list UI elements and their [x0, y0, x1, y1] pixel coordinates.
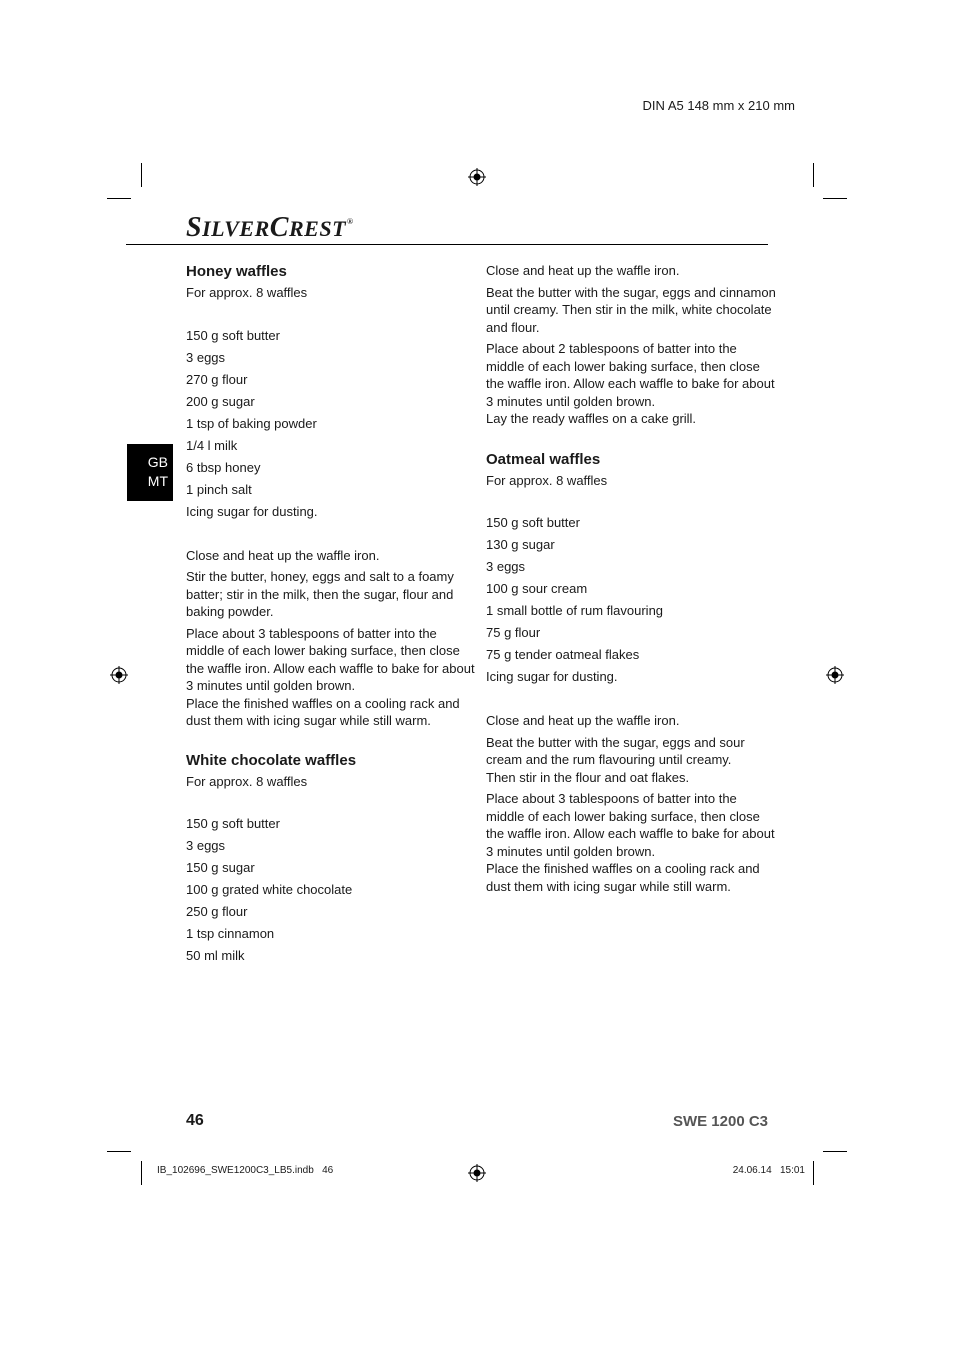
oatmeal-waffles-title: Oatmeal waffles	[486, 450, 601, 468]
language-tab	[127, 444, 173, 501]
print-size-info: DIN A5 148 mm x 210 mm	[642, 98, 795, 113]
ingredient: 1 tsp of baking powder	[186, 415, 317, 431]
instruction: Beat the butter with the sugar, eggs and cinnamon until creamy. Then stir in the milk, white chocolate and flour.	[486, 284, 776, 335]
ingredient: 50 ml milk	[186, 948, 245, 963]
ingredient: 130 g sugar	[486, 537, 555, 552]
honey-waffles-title: Honey waffles	[186, 263, 287, 280]
registration-mark-top-icon	[468, 168, 486, 186]
ingredient: 100 g sour cream	[486, 581, 588, 596]
white-servings: For approx. 8 waffles	[186, 773, 308, 789]
ingredient: 75 g flour	[486, 625, 541, 640]
ingredient: 3 eggs	[186, 838, 226, 853]
language-code-mt: MT	[147, 473, 168, 489]
crop-mark-top-left-h	[107, 198, 131, 199]
instruction: Place about 2 tablespoons of batter into the middle of each lower baking surface, then close the waffle iron. Allow each waffle to bake for about 3 minutes until golden brown.	[486, 341, 775, 409]
ingredient: 100 g grated white chocolate	[186, 882, 353, 897]
right-column	[486, 262, 776, 895]
instruction: Place the finished waffles on a cooling rack and dust them with icing sugar while still warm.	[186, 695, 460, 728]
instruction: Place about 3 tablespoons of batter into the middle of each lower baking surface, then close the waffle iron. Allow each waffle to bake for about 3 minutes until golden brown.	[186, 625, 475, 693]
crop-mark-bottom-left-v	[141, 1161, 142, 1185]
instruction: Lay the ready waffles on a cake grill.	[486, 411, 697, 426]
slug-file-info: IB_102696_SWE1200C3_LB5.indb 46	[157, 1165, 334, 1176]
ingredient: Icing sugar for dusting.	[186, 503, 318, 519]
left-column	[186, 262, 476, 967]
instruction: Close and heat up the waffle iron.	[486, 713, 680, 728]
silvercrest-logo: SILVERCREST®	[186, 212, 354, 243]
white-ingredients	[186, 813, 476, 967]
ingredient: 1 tsp cinnamon	[186, 926, 275, 941]
instruction: Close and heat up the waffle iron.	[186, 547, 380, 563]
crop-mark-top-left-v	[141, 163, 142, 187]
model-number: SWE 1200 C3	[672, 1113, 768, 1130]
ingredient: 1 pinch salt	[186, 481, 252, 497]
ingredient: 75 g tender oatmeal flakes	[486, 647, 640, 662]
instruction: Place about 3 tablespoons of batter into the middle of each lower baking surface, then close the waffle iron. Allow each waffle to bake for about 3 minutes until golden brown.	[486, 791, 775, 859]
ingredient: 3 eggs	[486, 559, 526, 574]
ingredient: 1/4 l milk	[186, 437, 238, 453]
ingredient: 3 eggs	[186, 349, 226, 365]
crop-mark-bottom-right-v	[813, 1161, 814, 1185]
instruction: Beat the butter with the sugar, eggs and sour cream and the rum flavouring until creamy.	[486, 734, 745, 767]
page-number: 46	[186, 1112, 204, 1129]
ingredient: 6 tbsp honey	[186, 459, 261, 475]
ingredient: 150 g soft butter	[186, 327, 280, 343]
ingredient: 150 g sugar	[186, 860, 255, 875]
oatmeal-ingredients	[486, 512, 776, 688]
ingredient: 250 g flour	[186, 904, 248, 919]
white-chocolate-waffles-title: White chocolate waffles	[186, 751, 357, 769]
crop-mark-bottom-right-h	[823, 1151, 847, 1152]
crop-mark-top-right-h	[823, 198, 847, 199]
instruction: Stir the butter, honey, eggs and salt to a foamy batter; stir in the milk, then the sugar, flour and baking powder.	[186, 569, 454, 619]
crop-mark-top-right-v	[813, 163, 814, 187]
honey-servings: For approx. 8 waffles	[186, 285, 308, 300]
instruction: Place the finished waffles on a cooling rack and dust them with icing sugar while still warm.	[486, 861, 760, 894]
registration-mark-right-icon	[826, 666, 844, 684]
instruction: Close and heat up the waffle iron.	[486, 263, 680, 278]
slug-date-info: 24.06.14 15:01	[732, 1165, 805, 1176]
ingredient: 150 g soft butter	[486, 515, 580, 530]
crop-mark-bottom-left-h	[107, 1151, 131, 1152]
ingredient: 200 g sugar	[186, 393, 255, 409]
language-code-gb: GB	[147, 454, 168, 470]
header-rule	[126, 244, 768, 245]
ingredient: 270 g flour	[186, 371, 248, 387]
oatmeal-servings: For approx. 8 waffles	[486, 472, 608, 488]
ingredient: 1 small bottle of rum flavouring	[486, 603, 664, 618]
honey-ingredients	[186, 325, 476, 523]
registration-mark-left-icon	[110, 666, 128, 684]
registration-mark-bottom-icon	[468, 1164, 486, 1182]
ingredient: 150 g soft butter	[186, 816, 280, 831]
instruction: Then stir in the flour and oat flakes.	[486, 769, 690, 785]
ingredient: Icing sugar for dusting.	[486, 669, 618, 684]
